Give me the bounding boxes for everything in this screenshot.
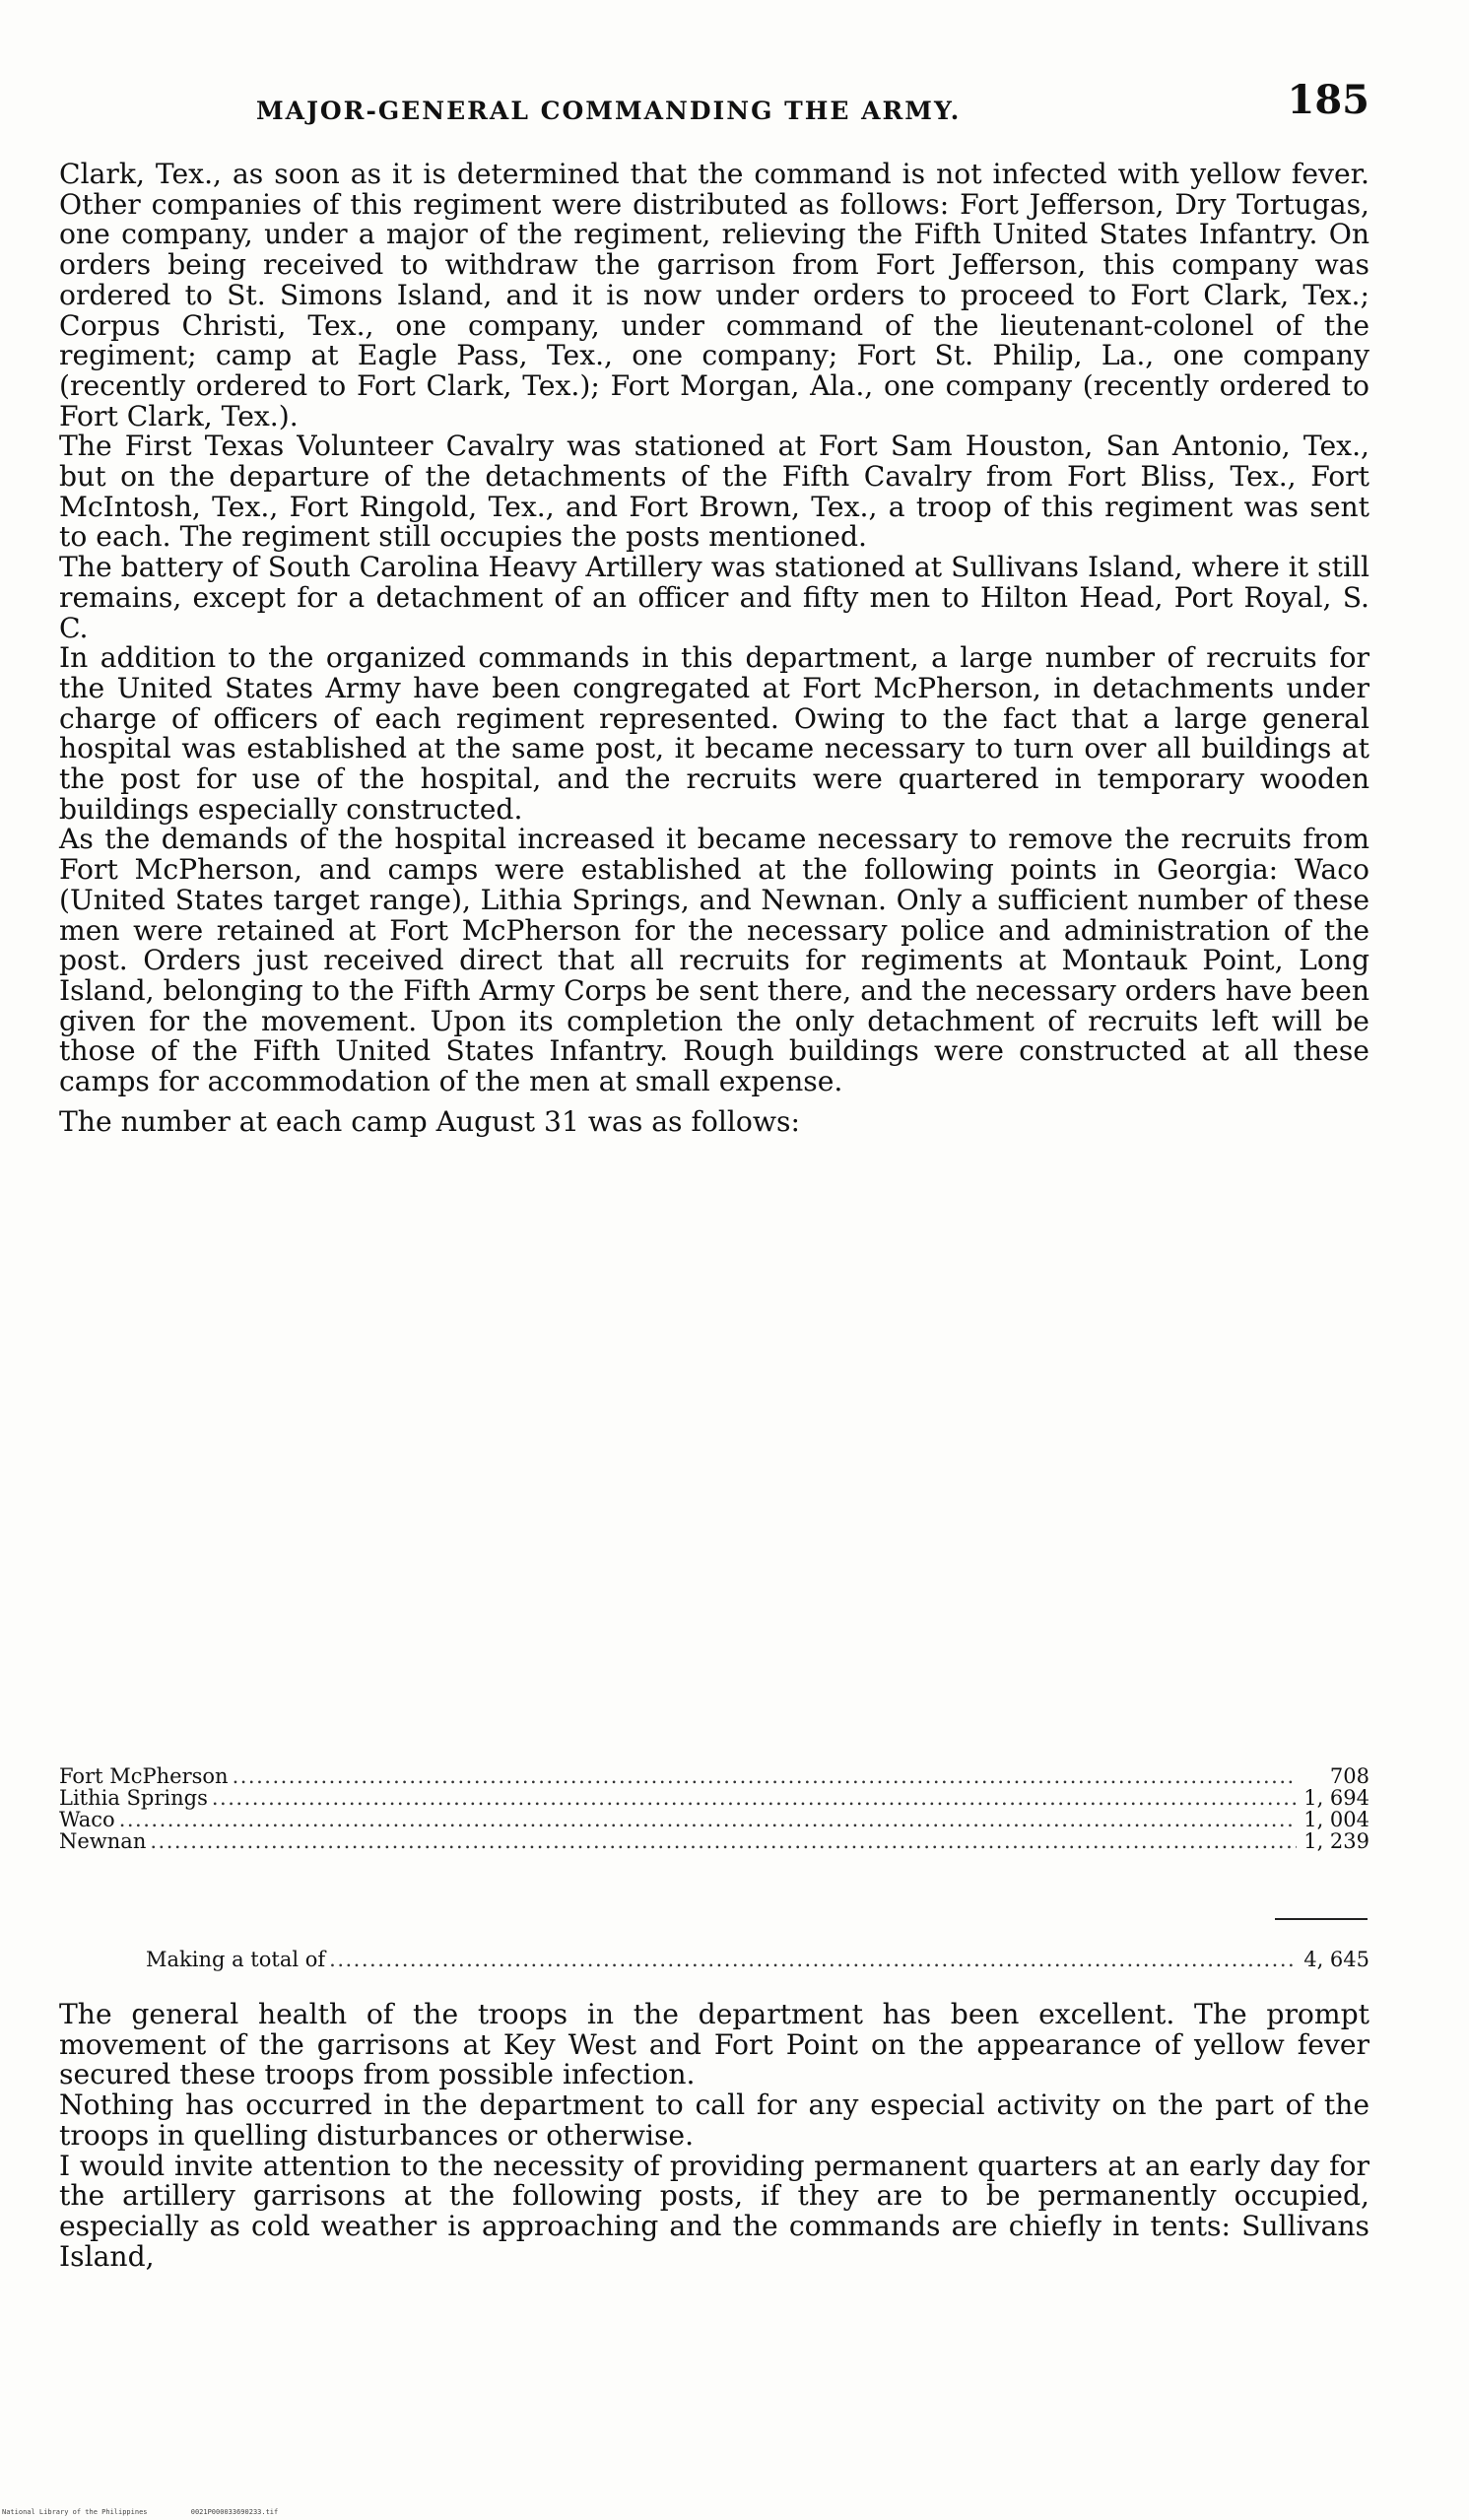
table-row (59, 1765, 1369, 1787)
page-number: 185 (1287, 77, 1369, 123)
leader-dots (329, 1949, 1297, 1970)
paragraph: As the demands of the hospital increased it became necessary to remove the recruits from Fort McPherson, and camps were established at the following points in Georgia: Waco (United States target range), Lithia Springs, and Newnan. Only a sufficient number of these men were retained at Fort McPherson for the necessary police and administration of the post. Orders just received direct that all recruits for regiments at Montauk Point, Long Island, belonging to the Fifth Army Corps be sent there, and the necessary orders have been given for the movement. Upon its completion the only detachment of recruits left will be those of the Fifth United States Infantry. Rough buildings were constructed at all these camps for accommodation of the men at small expense. (59, 823, 1369, 1098)
paragraph: The number at each camp August 31 was as follows: (59, 1104, 800, 1138)
page-header (59, 77, 1369, 136)
camp-count: 708 (1329, 1764, 1369, 1788)
camp-name: Waco (59, 1808, 115, 1831)
body-text-bottom (59, 2000, 1369, 2272)
running-title: MAJOR-GENERAL COMMANDING THE ARMY. (256, 97, 962, 125)
sum-rule (1275, 1918, 1368, 1920)
paragraph: Clark, Tex., as soon as it is determined that the command is not infected with yellow fever. Other companies of this regiment were distributed as follows: Fort Jefferson, Dry Tortugas, one company, under a major of the regiment, relieving the Fifth United States Infantry. On orders being received to withdraw the garrison from Fort Jefferson, this company was ordered to St. Simons Island, and it is now under orders to proceed to Fort Clark, Tex.; Corpus Christi, Tex., one company, under command of the lieutenant-colonel of the regiment; camp at Eagle Pass, Tex., one company; Fort St. Philip, La., one company (recently ordered to Fort Clark, Tex.); Fort Morgan, Ala., one company (recently ordered to Fort Clark, Tex.). (59, 158, 1369, 432)
paragraph: In addition to the organized commands in this department, a large number of recruits for the United States Army have been congregated at Fort McPherson, in detachments under charge of officers of each regiment represented. Owing to the fact that a large general hospital was established at the same post, it became necessary to turn over all buildings at the post for use of the hospital, and the recruits were quartered in temporary wooden buildings especially constructed. (59, 641, 1369, 826)
leader-dots (119, 1809, 1297, 1830)
leader-dots (212, 1787, 1297, 1809)
total-count: 4, 645 (1303, 1948, 1369, 1971)
total-row-wrap (146, 1949, 1369, 1970)
camp-table (59, 1765, 1369, 1852)
footer-file: 0021P000033690233.tif (190, 2508, 279, 2516)
camp-name: Newnan (59, 1829, 147, 1853)
paragraph: The battery of South Carolina Heavy Artillery was stationed at Sullivans Island, where it still remains, except for a detachment of an officer and fifty men to Hilton Head, Port Royal, S. C. (59, 551, 1369, 644)
leader-dots (150, 1830, 1297, 1852)
table-row (59, 1809, 1369, 1830)
paragraph: The general health of the troops in the department has been excellent. The prompt movement of the garrisons at Key West and Fort Point on the appearance of yellow fever secured these troops from possible infection. (59, 1998, 1369, 2091)
table-row (59, 1830, 1369, 1852)
table-row (59, 1787, 1369, 1809)
paragraph: I would invite attention to the necessity of providing permanent quarters at an early day for the artillery garrisons at the following posts, if they are to be permanently occupied, especially as cold weather is approaching and the commands are chiefly in tents: Sullivans Island, (59, 2149, 1369, 2273)
paragraph: Nothing has occurred in the department to call for any especial activity on the part of the troops in quelling disturbances or otherwise. (59, 2089, 1369, 2152)
body-text-top (59, 160, 1369, 1138)
total-row (146, 1949, 1369, 1970)
camp-name: Lithia Springs (59, 1786, 208, 1810)
camp-count: 1, 239 (1303, 1829, 1369, 1853)
camp-name: Fort McPherson (59, 1764, 229, 1788)
camp-count: 1, 004 (1303, 1808, 1369, 1831)
leader-dots (233, 1765, 1297, 1787)
paragraph: The First Texas Volunteer Cavalry was stationed at Fort Sam Houston, San Antonio, Tex., but on the departure of the detachments of the Fifth Cavalry from Fort Bliss, Tex., Fort McIntosh, Tex., Fort Ringold, Tex., and Fort Brown, Tex., a troop of this regiment was sent to each. The regiment still occupies the posts mentioned. (59, 430, 1369, 554)
footer-library: National Library of the Philippines (2, 2508, 148, 2516)
scan-footer (2, 2508, 278, 2516)
camp-count: 1, 694 (1303, 1786, 1369, 1810)
total-label: Making a total of (146, 1948, 326, 1971)
